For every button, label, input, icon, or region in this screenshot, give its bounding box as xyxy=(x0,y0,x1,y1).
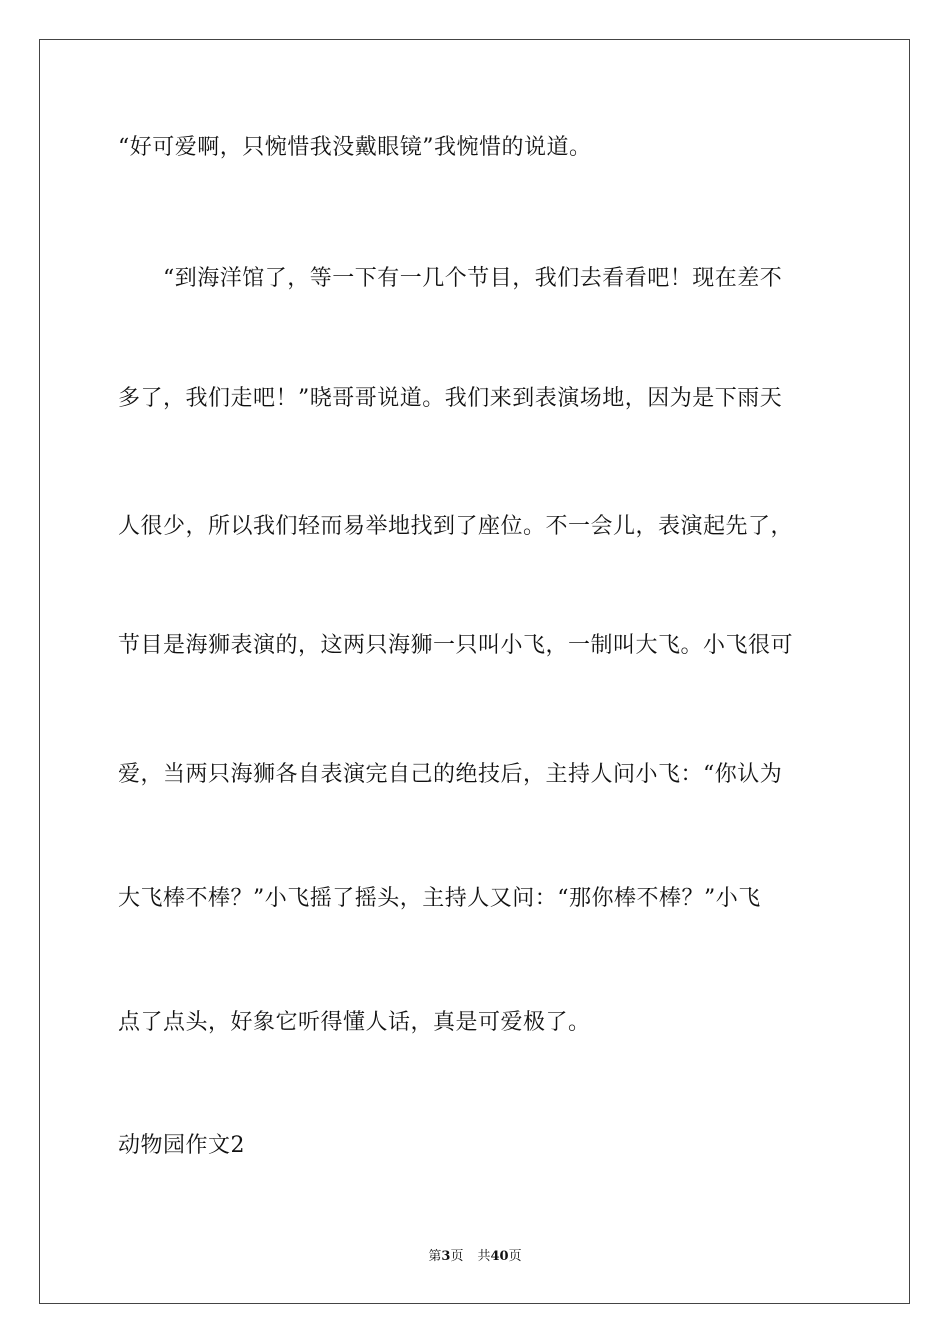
section-heading: 动物园作文2 xyxy=(118,1133,245,1158)
paragraph-line-4: 人很少，所以我们轻而易举地找到了座位。不一会儿，表演起先了， xyxy=(118,514,794,539)
footer-page-suffix: 页 xyxy=(450,1249,464,1264)
paragraph-line-1: “好可爱啊，只惋惜我没戴眼镜”我惋惜的说道。 xyxy=(118,135,592,160)
footer-total-prefix: 共 xyxy=(477,1249,491,1264)
paragraph-line-5: 节目是海狮表演的，这两只海狮一只叫小飞，一制叫大飞。小飞很可 xyxy=(118,633,794,658)
paragraph-line-7: 大飞棒不棒？”小飞摇了摇头，主持人又问：“那你棒不棒？”小飞 xyxy=(118,886,761,911)
paragraph-line-3: 多了，我们走吧！”晓哥哥说道。我们来到表演场地，因为是下雨天 xyxy=(118,386,783,411)
paragraph-line-6: 爱，当两只海狮各自表演完自己的绝技后，主持人问小飞：“你认为 xyxy=(118,762,783,787)
paragraph-line-2: “到海洋馆了，等一下有一几个节目，我们去看看吧！现在差不 xyxy=(118,266,783,291)
page-border xyxy=(39,39,910,1304)
paragraph-line-8: 点了点头，好象它听得懂人话，真是可爱极了。 xyxy=(118,1010,591,1035)
page-footer xyxy=(0,1248,950,1266)
footer-page-number: 3 xyxy=(441,1249,451,1264)
footer-total-pages: 40 xyxy=(490,1249,509,1264)
footer-page-prefix: 第 xyxy=(428,1249,442,1264)
footer-total-suffix: 页 xyxy=(508,1249,522,1264)
